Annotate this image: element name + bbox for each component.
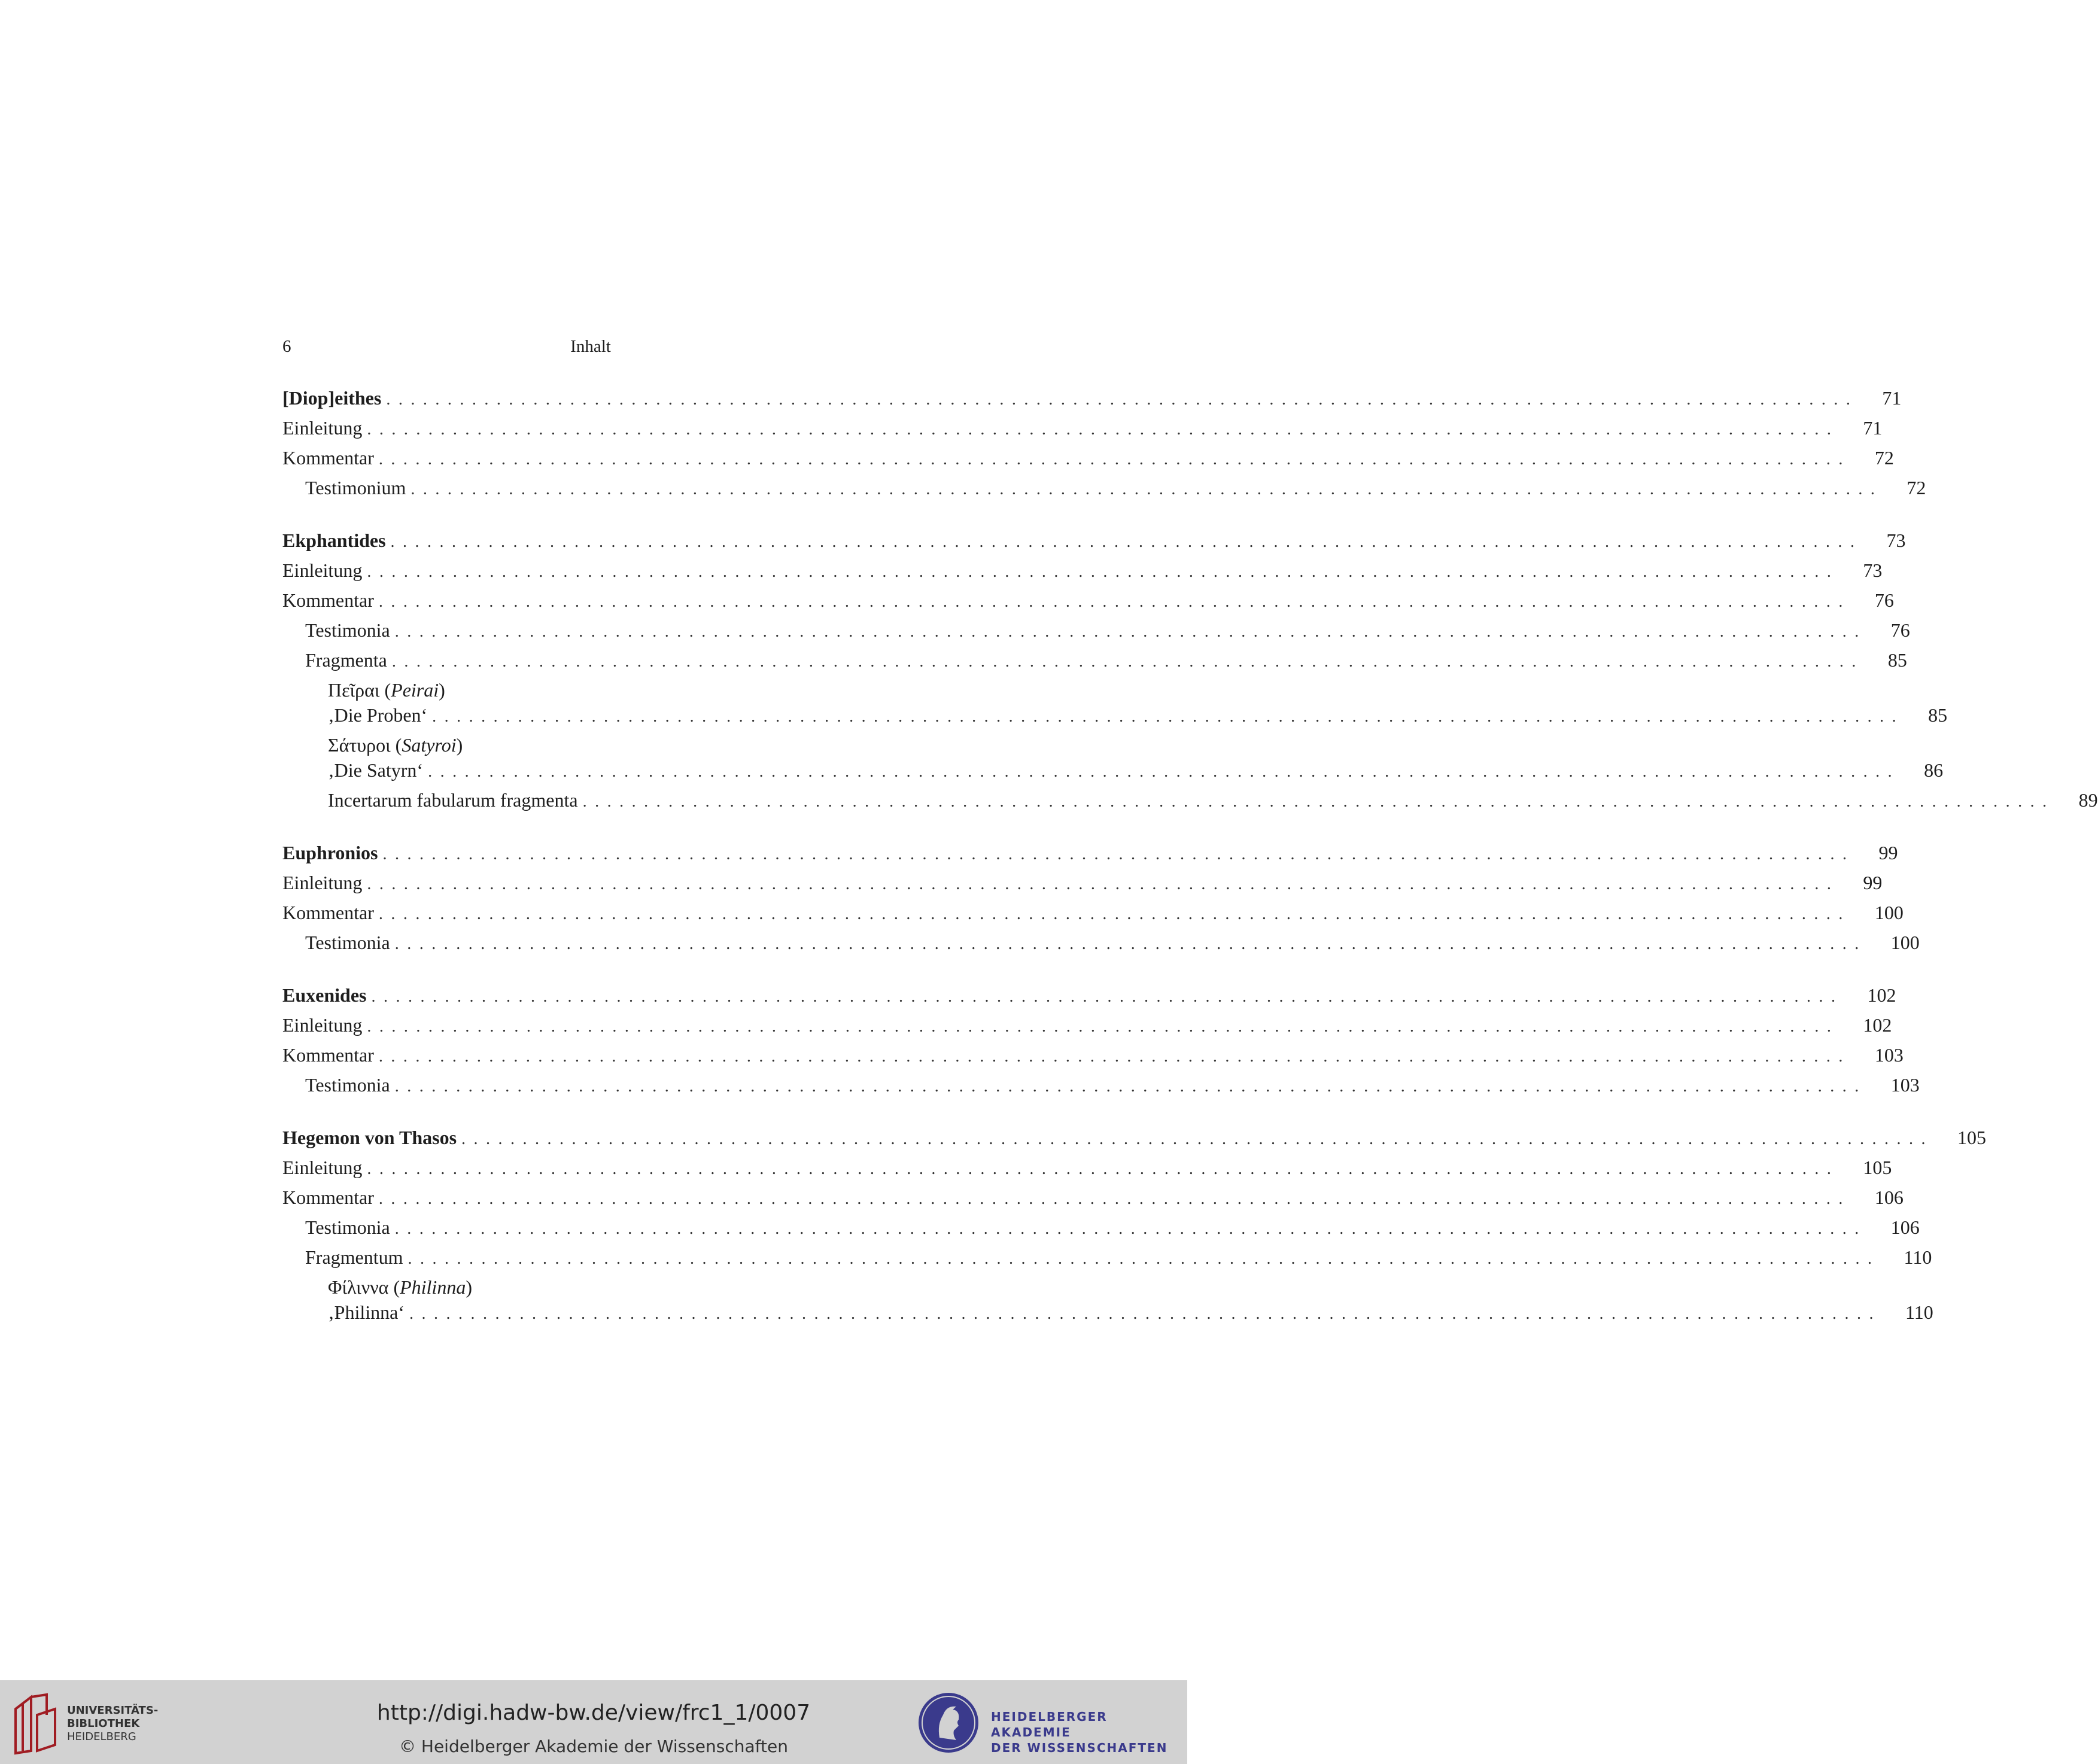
dot-leader: ........................................................................................................................ [411, 480, 1883, 498]
dot-leader: ........................................................................................................................ [367, 875, 1839, 893]
copyright-notice: © Heidelberger Akademie der Wissenschaften [399, 1736, 788, 1756]
toc-entry-page: 106 [1890, 1216, 1920, 1238]
academy-logo[interactable] [917, 1691, 1180, 1757]
academy-wordmark: HEIDELBERGER AKADEMIE DER WISSENSCHAFTEN [991, 1710, 1168, 1755]
transliterated-title: Philinna [400, 1276, 466, 1298]
greek-title: Πεῖραι [328, 679, 380, 701]
toc-entry[interactable] [282, 473, 1926, 503]
toc-entry-label: Einleitung [282, 1014, 363, 1036]
dot-leader: ........................................................................................................................ [391, 652, 1864, 671]
running-title: Inhalt [570, 337, 611, 356]
toc-entry[interactable] [282, 675, 1948, 730]
dot-leader: ........................................................................................................................ [432, 707, 1905, 726]
dot-leader: ........................................................................................................................ [461, 1130, 1934, 1148]
dot-leader: ........................................................................................................................ [378, 1190, 1851, 1208]
toc-entry-page: 103 [1874, 1044, 1904, 1066]
toc-entry[interactable] [282, 525, 1906, 555]
dot-leader: ........................................................................................................................ [371, 987, 1844, 1006]
toc-entry-label: ‚Die Proben‘ [328, 704, 428, 726]
toc-entry-page: 73 [1886, 530, 1906, 551]
toc-entry-page: 106 [1874, 1187, 1904, 1208]
toc-entry-label: Ekphantides [282, 530, 386, 551]
toc-entry-label: ‚Die Satyrn‘ [328, 759, 424, 781]
toc-entry-label: Kommentar [282, 447, 374, 469]
dot-leader: ........................................................................................................................ [367, 562, 1839, 581]
document-url[interactable]: http://digi.hadw-bw.de/view/frc1_1/0007 [376, 1701, 811, 1725]
toc-entry-page: 99 [1863, 872, 1883, 893]
toc-entry-label: Testimonia [305, 1216, 390, 1238]
toc-entry-label: Euphronios [282, 842, 378, 863]
toc-entry-page: 102 [1863, 1014, 1892, 1036]
toc-entry-page: 71 [1863, 417, 1883, 439]
toc-entry[interactable] [282, 1272, 1933, 1327]
toc-entry-label: Hegemon von Thasos [282, 1127, 457, 1148]
toc-entry-page: 85 [1887, 649, 1907, 671]
dot-leader: ........................................................................................................................ [408, 1249, 1880, 1268]
toc-entry[interactable] [282, 585, 1894, 615]
dot-leader: ........................................................................................................................ [378, 450, 1851, 469]
toc-entry[interactable] [282, 1070, 1920, 1100]
toc-entry[interactable] [282, 1152, 1892, 1182]
toc-entry[interactable] [282, 1242, 1932, 1272]
toc-entry-label: Einleitung [282, 559, 363, 581]
toc-entry-label: Einleitung [282, 417, 363, 439]
toc-entry-page: 105 [1863, 1157, 1892, 1178]
toc-entry-page: 71 [1882, 387, 1902, 409]
toc-entry[interactable] [282, 785, 2098, 815]
dot-leader: ........................................................................................................................ [367, 1017, 1839, 1036]
dot-leader: ........................................................................................................................ [394, 1077, 1867, 1096]
toc-entry-page: 110 [1905, 1301, 1933, 1323]
toc-entry-label: Incertarum fabularum fragmenta [328, 789, 578, 811]
toc-entry[interactable] [282, 898, 1904, 927]
toc-entry-page: 76 [1890, 619, 1910, 641]
university-library-wordmark: UNIVERSITÄTS- BIBLIOTHEK HEIDELBERG [67, 1704, 159, 1743]
toc-entry-label: Testimonia [305, 932, 390, 953]
toc-entry[interactable] [282, 555, 1883, 585]
toc-entry-page: 85 [1928, 704, 1948, 726]
athena-seal-icon [917, 1691, 980, 1754]
footer-bar [0, 1680, 1187, 1764]
dot-leader: ........................................................................................................................ [382, 845, 1855, 863]
toc-entry-original-title: Σάτυροι (Satyroi) [328, 734, 463, 756]
toc-entry-page: 72 [1907, 477, 1926, 498]
toc-entry-original-title: Φίλιννα (Philinna) [328, 1276, 472, 1298]
table-of-contents [282, 383, 2098, 1327]
toc-entry-page: 72 [1874, 447, 1894, 469]
toc-entry-page: 105 [1957, 1127, 1987, 1148]
toc-entry[interactable] [282, 413, 1883, 443]
transliterated-title: Peirai [391, 679, 439, 701]
toc-entry[interactable] [282, 645, 1907, 675]
running-header [282, 337, 899, 361]
toc-entry[interactable] [282, 383, 1902, 413]
toc-entry-label: Testimonia [305, 619, 390, 641]
dot-leader: ........................................................................................................................ [394, 935, 1867, 953]
toc-entry[interactable] [282, 1123, 1987, 1152]
dot-leader: ........................................................................................................................ [394, 1219, 1867, 1238]
toc-entry[interactable] [282, 838, 1898, 868]
toc-entry-label: Einleitung [282, 872, 363, 893]
toc-entry-original-title: Πεῖραι (Peirai) [328, 679, 445, 701]
toc-entry[interactable] [282, 868, 1883, 898]
page-number: 6 [282, 337, 291, 356]
dot-leader: ........................................................................................................................ [582, 792, 2055, 811]
toc-entry-page: 102 [1867, 984, 1896, 1006]
toc-entry[interactable] [282, 1010, 1892, 1040]
toc-entry-label: Kommentar [282, 1187, 374, 1208]
toc-entry[interactable] [282, 1182, 1904, 1212]
toc-entry-page: 76 [1874, 589, 1894, 611]
dot-leader: ........................................................................................................................ [367, 420, 1839, 439]
toc-entry-label: Euxenides [282, 984, 367, 1006]
toc-entry[interactable] [282, 927, 1920, 957]
dot-leader: ........................................................................................................................ [367, 1160, 1839, 1178]
toc-entry-label: Kommentar [282, 902, 374, 923]
toc-entry[interactable] [282, 443, 1894, 473]
dot-leader: ........................................................................................................................ [390, 533, 1863, 551]
toc-entry-label: Testimonium [305, 477, 406, 498]
toc-entry-label: Fragmentum [305, 1246, 403, 1268]
toc-entry-label: Testimonia [305, 1074, 390, 1096]
toc-entry-label: Kommentar [282, 1044, 374, 1066]
dot-leader: ........................................................................................................................ [394, 622, 1867, 641]
toc-entry-page: 86 [1924, 759, 1944, 781]
dot-leader: ........................................................................................................................ [378, 592, 1851, 611]
toc-entry[interactable] [282, 1212, 1920, 1242]
dot-leader: ........................................................................................................................ [378, 1047, 1851, 1066]
toc-entry-page: 100 [1874, 902, 1904, 923]
toc-entry[interactable] [282, 980, 1896, 1010]
toc-entry-label: ‚Philinna‘ [328, 1301, 405, 1323]
toc-entry-page: 99 [1878, 842, 1898, 863]
toc-entry-page: 100 [1890, 932, 1920, 953]
toc-entry-label: Kommentar [282, 589, 374, 611]
greek-title: Σάτυροι [328, 734, 391, 756]
toc-entry-page: 89 [2078, 789, 2098, 811]
toc-entry[interactable] [282, 615, 1910, 645]
dot-leader: ........................................................................................................................ [428, 762, 1901, 781]
dot-leader: ........................................................................................................................ [409, 1304, 1881, 1323]
toc-entry-label: [Diop]eithes [282, 387, 382, 409]
greek-title: Φίλιννα [328, 1276, 389, 1298]
toc-entry[interactable] [282, 730, 1944, 785]
toc-entry-label: Einleitung [282, 1157, 363, 1178]
toc-entry[interactable] [282, 1040, 1904, 1070]
dot-leader: ........................................................................................................................ [378, 905, 1851, 923]
toc-entry-page: 110 [1904, 1246, 1932, 1268]
transliterated-title: Satyroi [402, 734, 457, 756]
dot-leader: ........................................................................................................................ [386, 390, 1859, 409]
toc-entry-page: 103 [1890, 1074, 1920, 1096]
toc-entry-label: Fragmenta [305, 649, 387, 671]
toc-entry-page: 73 [1863, 559, 1883, 581]
